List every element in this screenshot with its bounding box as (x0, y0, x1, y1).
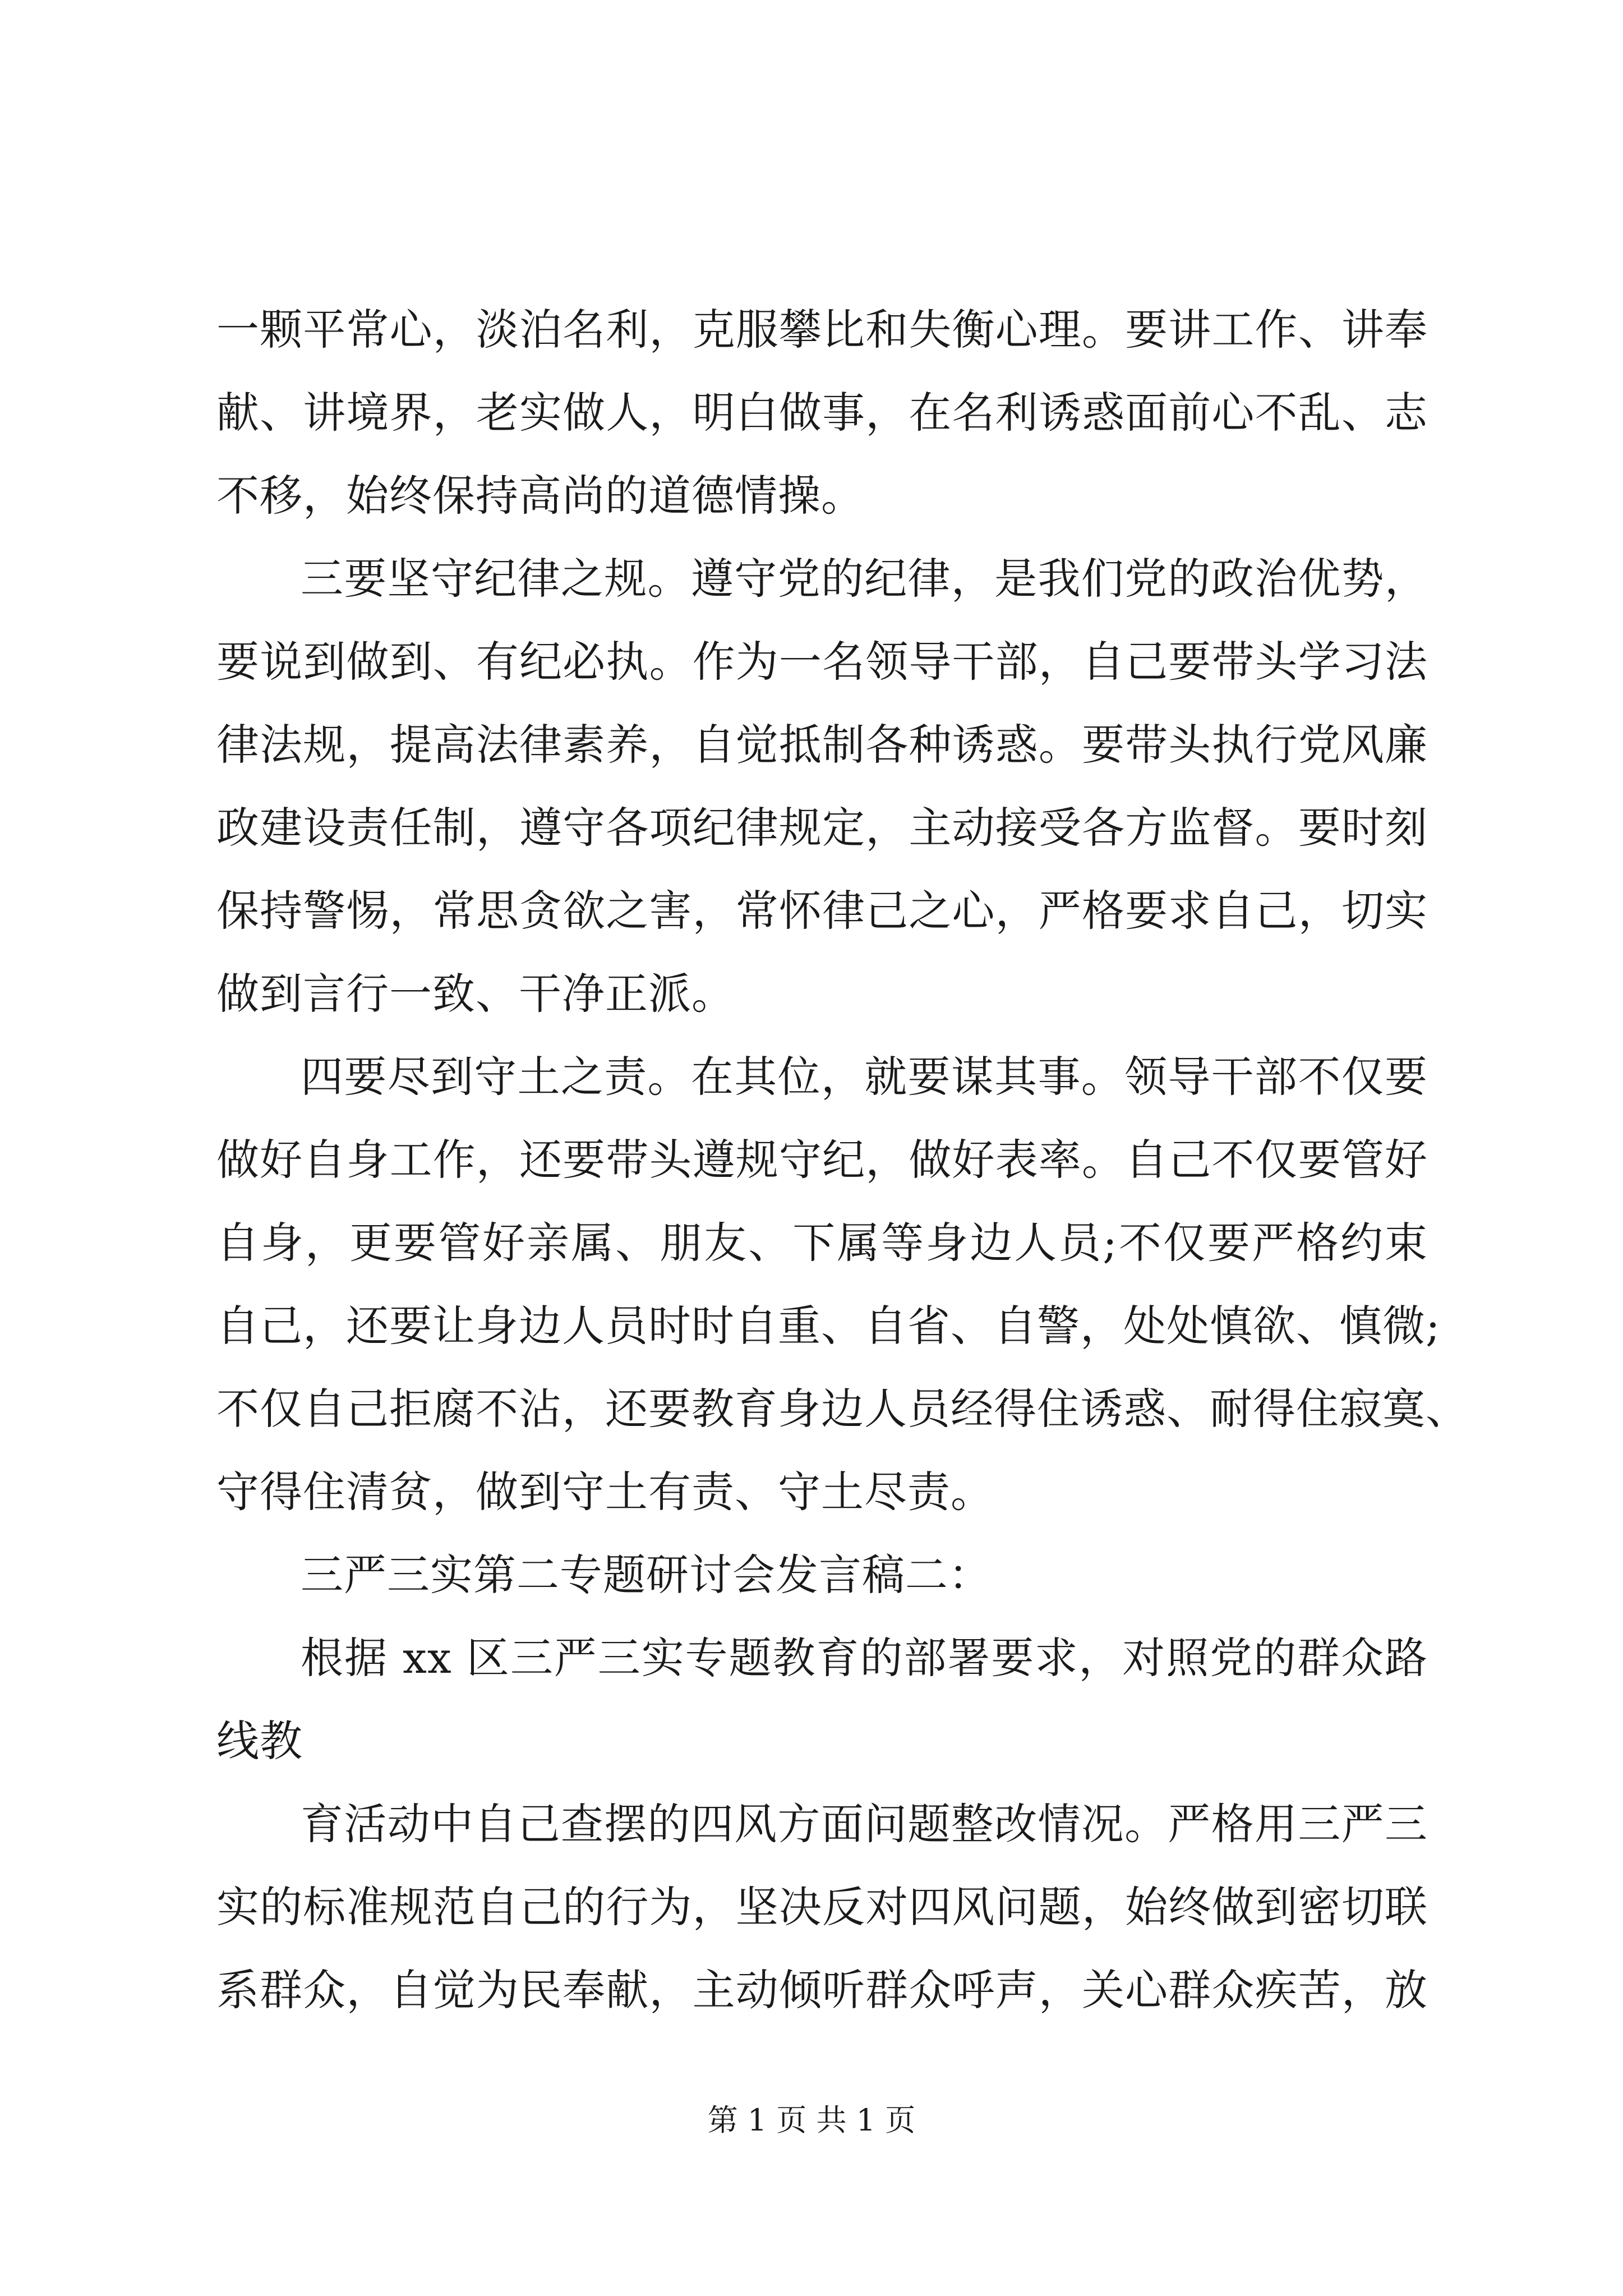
text-line: 做到言行一致、干净正派。 (216, 969, 735, 1019)
text-line: 献、讲境界，老实做人，明白做事，在名利诱惑面前心不乱、志 (216, 388, 1428, 438)
text-line: 不移，始终保持高尚的道德情操。 (216, 471, 864, 521)
paragraph-start-line: 育活动中自己查摆的四风方面问题整改情况。严格用三严三 (301, 1799, 1428, 1849)
text-line: 系群众，自觉为民奉献，主动倾听群众呼声，关心群众疾苦，放 (216, 1965, 1428, 2015)
text-line: 不仅自己拒腐不沾，还要教育身边人员经得住诱惑、耐得住寂寞、 (216, 1384, 1469, 1434)
text-line: 实的标准规范自己的行为，坚决反对四风问题，始终做到密切联 (216, 1882, 1428, 1932)
text-line: 一颗平常心，淡泊名利，克服攀比和失衡心理。要讲工作、讲奉 (216, 305, 1428, 355)
text-line: 自己，还要让身边人员时时自重、自省、自警，处处慎欲、慎微; (216, 1301, 1441, 1351)
paragraph-start-line: 四要尽到守土之责。在其位，就要谋其事。领导干部不仅要 (301, 1052, 1428, 1102)
text-line: 政建设责任制，遵守各项纪律规定，主动接受各方监督。要时刻 (216, 803, 1428, 853)
text-line: 自身，更要管好亲属、朋友、下属等身边人员;不仅要严格约束 (216, 1218, 1428, 1268)
text-line: 保持警惕，常思贪欲之害，常怀律己之心，严格要求自己，切实 (216, 886, 1428, 936)
text-line: 守得住清贫，做到守土有责、守土尽责。 (216, 1467, 994, 1517)
section-heading: 三严三实第二专题研讨会发言稿二： (301, 1550, 992, 1600)
page-number-footer: 第 1 页 共 1 页 (707, 2102, 916, 2138)
text-line: 做好自身工作，还要带头遵规守纪，做好表率。自己不仅要管好 (216, 1135, 1428, 1185)
text-line: 线教 (216, 1716, 303, 1766)
paragraph-start-line: 根据 xx 区三严三实专题教育的部署要求，对照党的群众路 (301, 1633, 1428, 1683)
paragraph-start-line: 三要坚守纪律之规。遵守党的纪律，是我们党的政治优势， (301, 554, 1428, 604)
text-line: 要说到做到、有纪必执。作为一名领导干部，自己要带头学习法 (216, 637, 1428, 687)
text-line: 律法规，提高法律素养，自觉抵制各种诱惑。要带头执行党风廉 (216, 720, 1428, 770)
